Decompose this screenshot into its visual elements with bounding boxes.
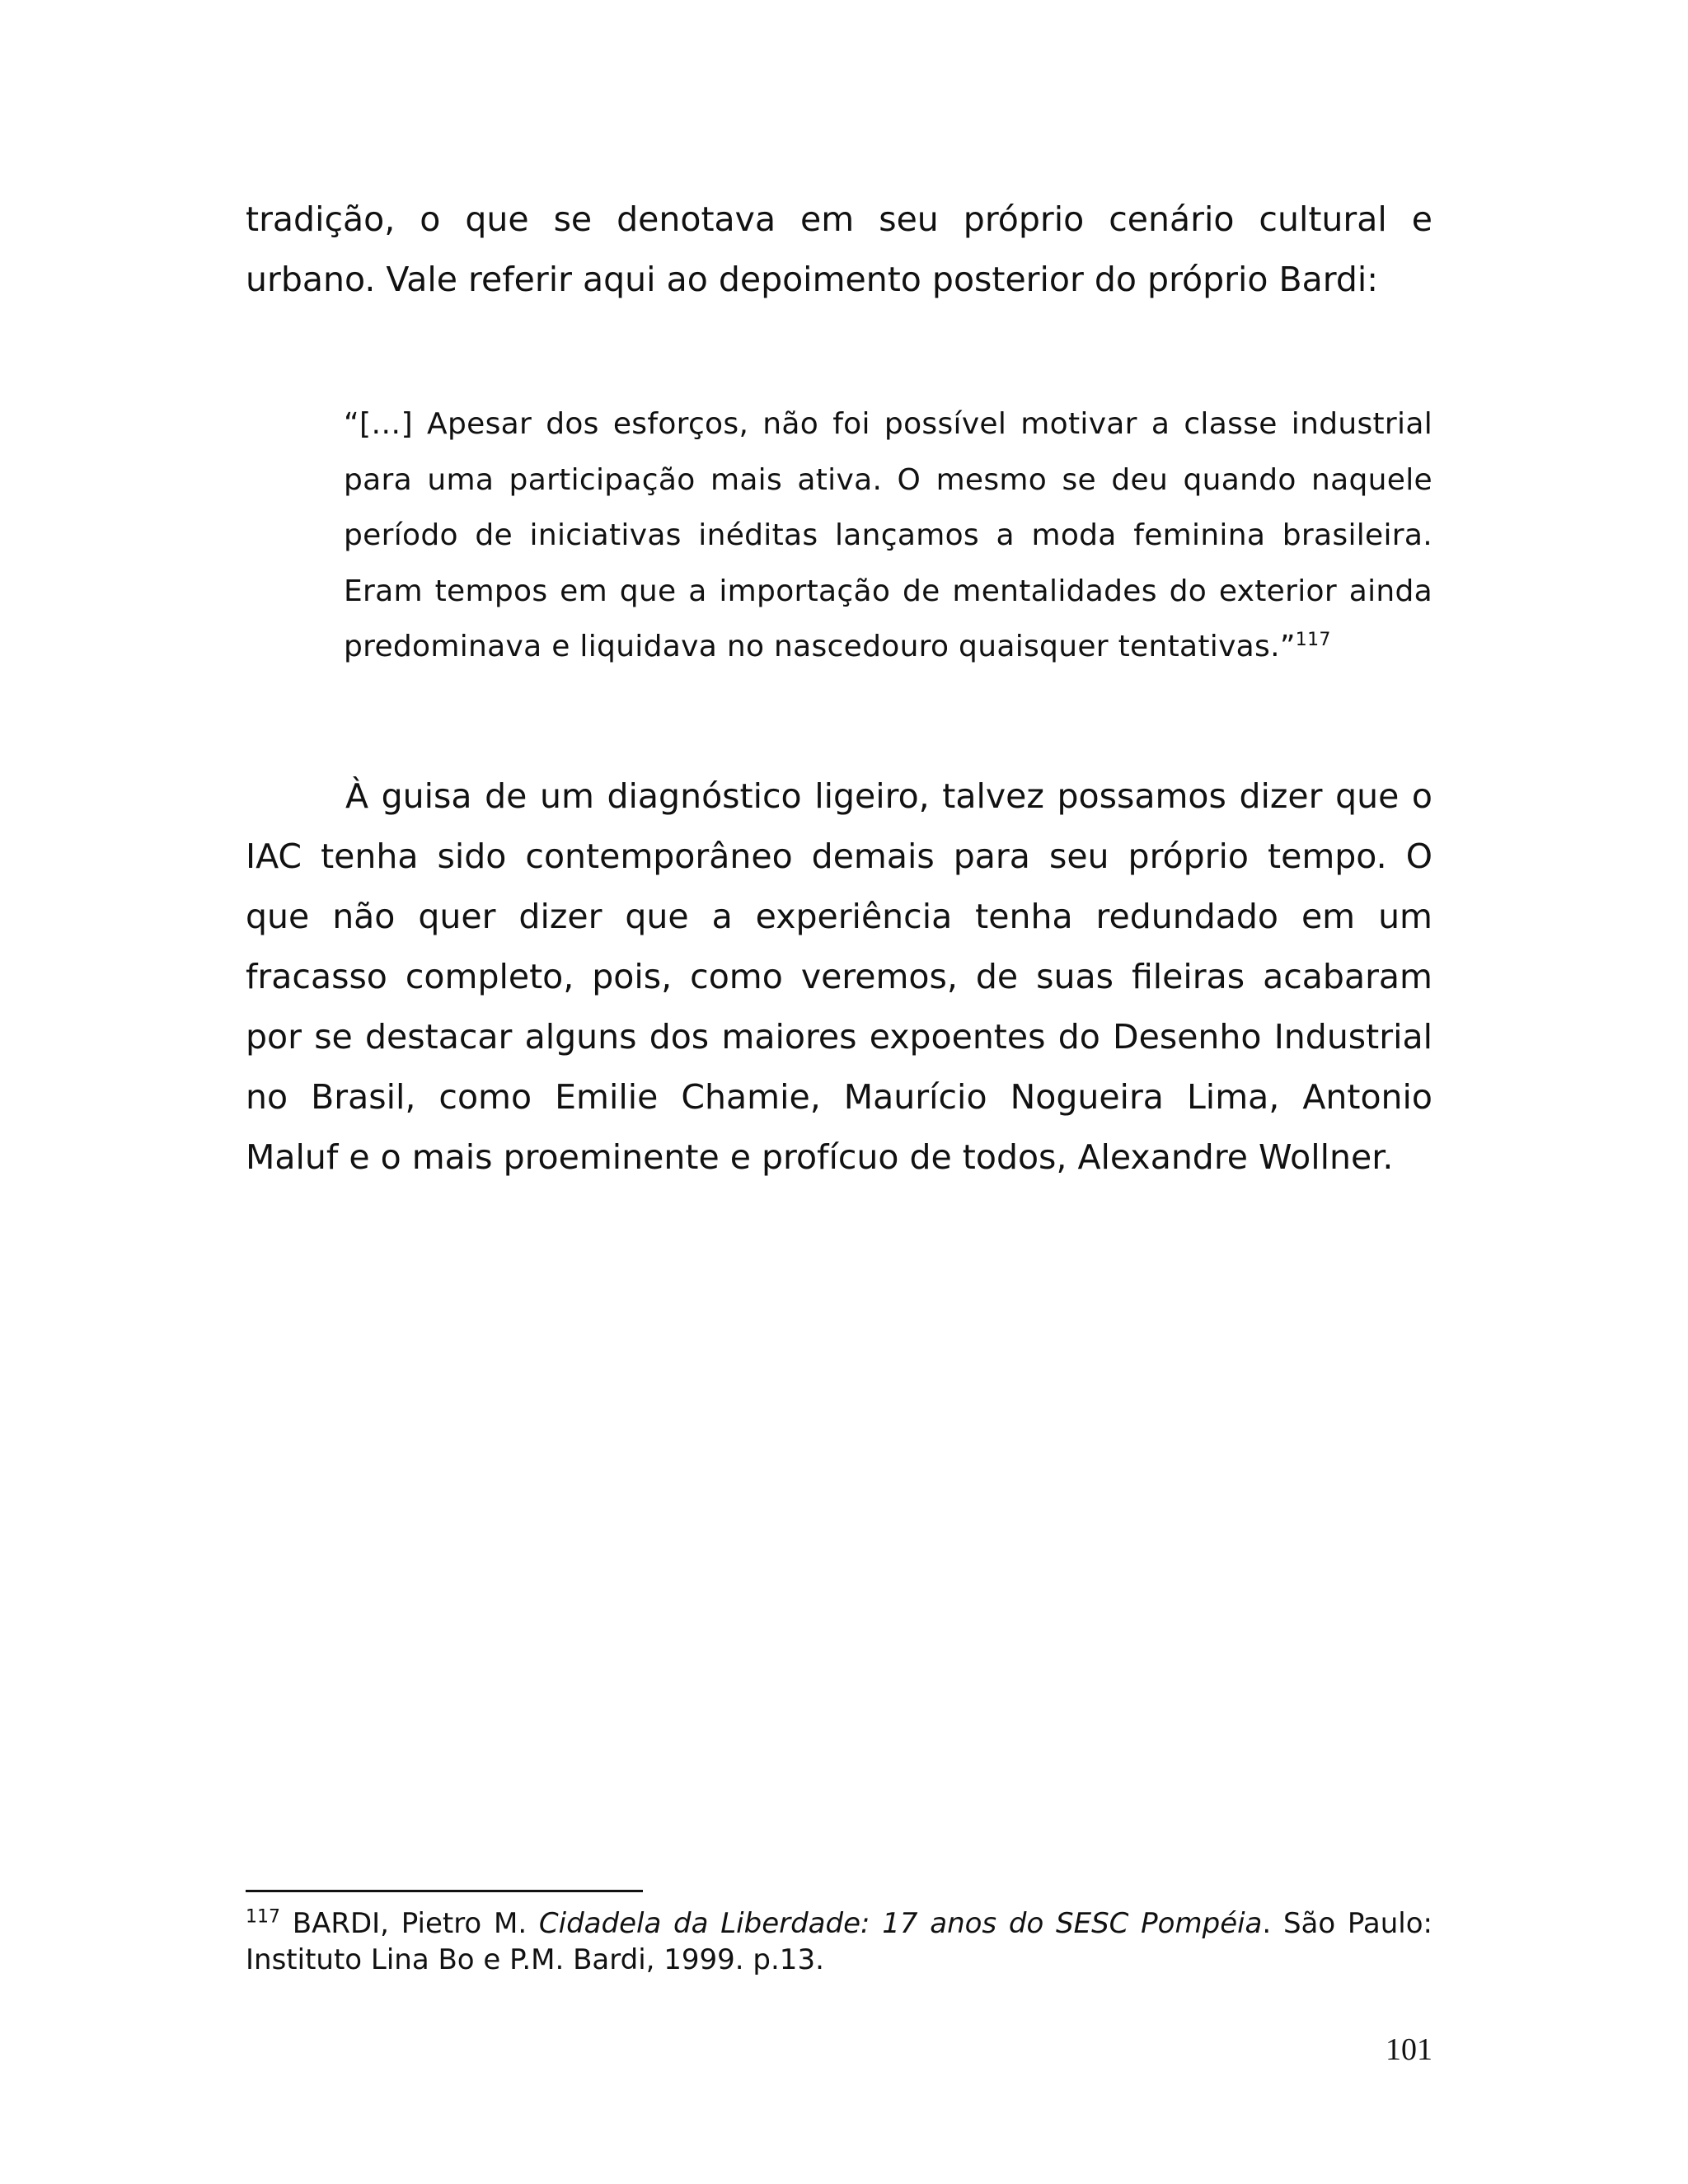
body-paragraph-2: À guisa de um diagnóstico ligeiro, talvez possamos dizer que o IAC tenha sido contemporâneo demais para seu próprio tempo. O que não quer dizer que a experiência tenha redundado em um fracasso completo, pois, como veremos, de suas fileiras acabaram por se destacar alguns dos maiores expoentes do Desenho Industrial no Brasil, como Emilie Chamie, Maurício Nogueira Lima, Antonio Maluf e o mais proeminente e profícuo de todos, Alexandre Wollner. [246,776,1432,1177]
footnote [246,1905,1432,1978]
page-number: 101 [1386,2032,1432,2067]
footnote-reference[interactable]: 117 [1295,630,1331,650]
footnote-publication: . São Paulo: Instituto Lina Bo e P.M. Bardi, 1999. p.13. [246,1907,1432,1976]
footnote-author: BARDI, Pietro M. [292,1907,528,1940]
body-paragraph-1: tradição, o que se denotava em seu próprio cenário cultural e urbano. Vale referir aqui ao depoimento posterior do próprio Bardi: [246,199,1432,299]
block-quote-text: “[…] Apesar dos esforços, não foi possível motivar a classe industrial para uma participação mais ativa. O mesmo se deu quando naquele período de iniciativas inéditas lançamos a moda feminina brasileira. Eram tempos em que a importação de mentalidades do exterior ainda predominava e liquidava no nascedouro quaisquer tentativas.” [344,407,1432,663]
footnote-title: Cidadela da Liberdade: 17 anos do SESC Pompéia [538,1907,1263,1940]
footnote-separator [246,1890,643,1892]
block-quote [344,396,1432,675]
footnote-number: 117 [246,1906,280,1928]
